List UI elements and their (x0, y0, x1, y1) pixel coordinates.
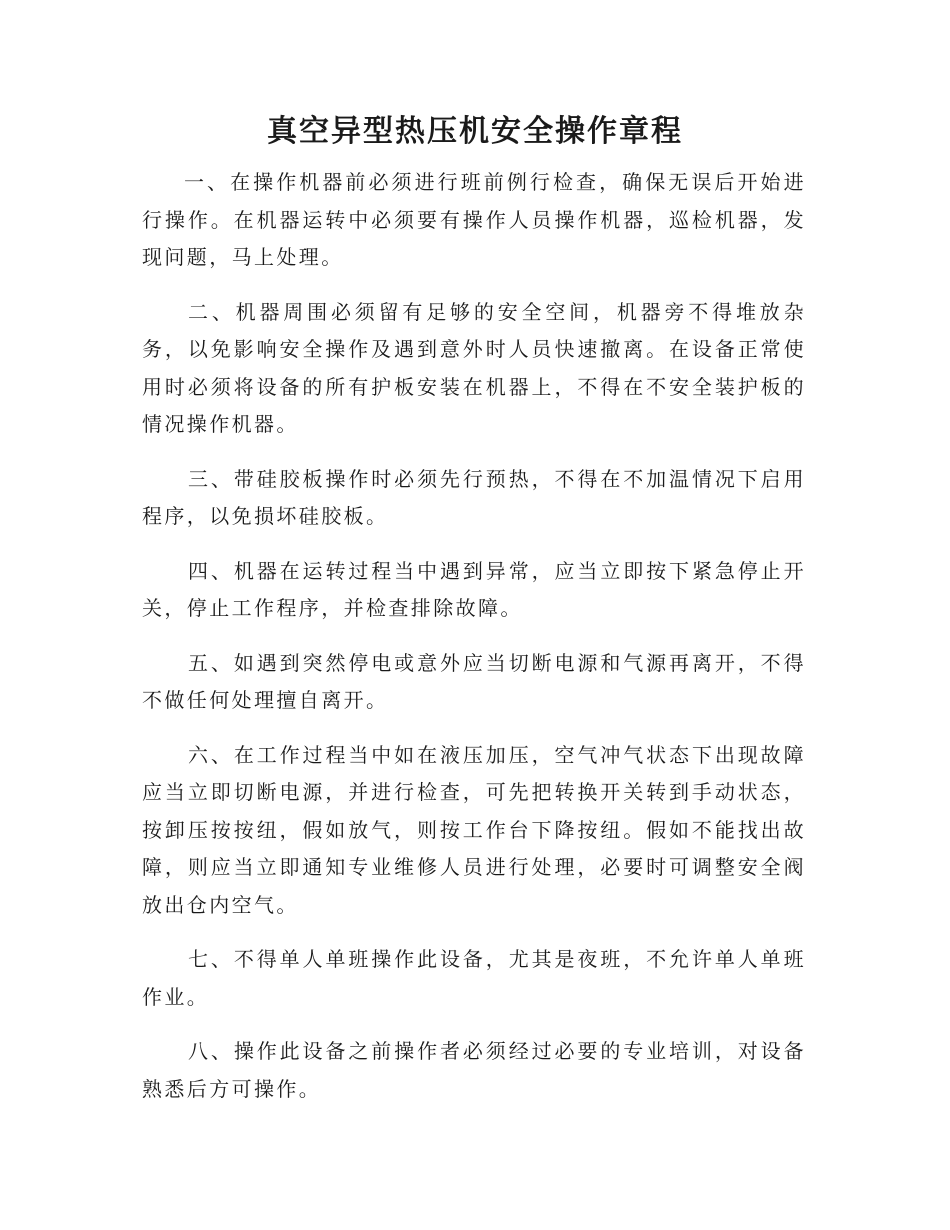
paragraph-7: 七、不得单人单班操作此设备，尤其是夜班，不允许单人单班作业。 (142, 947, 806, 1009)
paragraph-6: 六、在工作过程当中如在液压加压，空气冲气状态下出现故障应当立即切断电源，并进行检查，可先把转换开关转到手动状态，按卸压按按纽，假如放气，则按工作台下降按纽。假如不能找出故障，则应当立即通知专业维修人员进行处理，必要时可调整安全阀放出仓内空气。 (142, 742, 806, 917)
paragraph-8: 八、操作此设备之前操作者必须经过必要的专业培训，对设备熟悉后方可操作。 (142, 1039, 806, 1101)
paragraph-4: 四、机器在运转过程当中遇到异常，应当立即按下紧急停止开关，停止工作程序，并检查排除故障。 (142, 558, 806, 620)
document-body (142, 164, 806, 1125)
paragraph-3: 三、带硅胶板操作时必须先行预热，不得在不加温情况下启用程序，以免损坏硅胶板。 (142, 466, 806, 528)
paragraph-1: 一、在操作机器前必须进行班前例行检查，确保无误后开始进行操作。在机器运转中必须要有操作人员操作机器，巡检机器，发现问题，马上处理。 (142, 170, 806, 269)
paragraph-5: 五、如遇到突然停电或意外应当切断电源和气源再离开，不得不做任何处理擅自离开。 (142, 650, 806, 712)
document-title: 真空异型热压机安全操作章程 (267, 114, 683, 149)
paragraph-2: 二、机器周围必须留有足够的安全空间，机器旁不得堆放杂务，以免影响安全操作及遇到意外时人员快速撤离。在设备正常使用时必须将设备的所有护板安装在机器上，不得在不安全装护板的情况操作机器。 (142, 299, 806, 436)
